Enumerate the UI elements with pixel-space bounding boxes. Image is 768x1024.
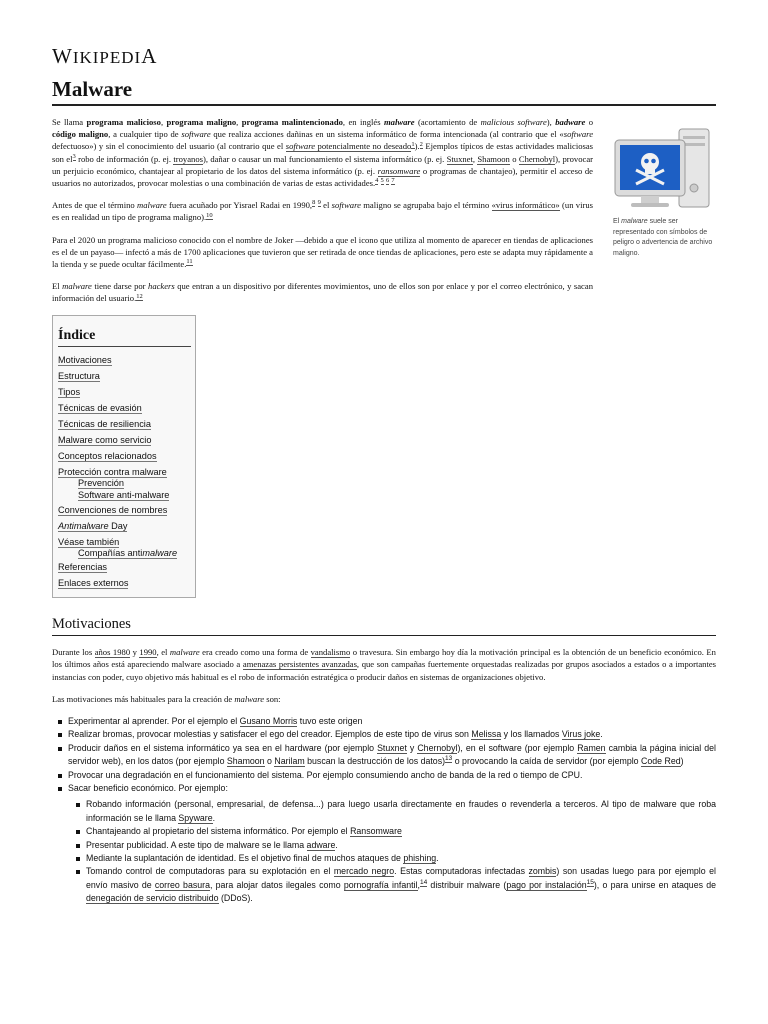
intro-paragraph-3: Para el 2020 un programa malicioso conocido con el nombre de Joker —debido a que el icono que utiliza al momento de aparecer en tiendas de aplicaciones es el de un payaso— infectó a más de 1700 aplicaciones que tuvieron que ser retirada de once tiendas de aplicaciones, pero este se adapta muy rápidamente a la tienda y se puede ocultar fácilmente.$^{11}$ — [52, 234, 593, 270]
sub-list-item: Presentar publicidad. A este tipo de malware se le llama adware. — [86, 839, 716, 852]
toc-item[interactable] — [58, 432, 191, 448]
toc-item[interactable] — [58, 448, 191, 464]
toc-item-label: Protección contra malware — [58, 466, 167, 477]
logo-final: A — [141, 44, 158, 68]
toc-item-label: Motivaciones — [58, 354, 112, 365]
toc-item-label: Enlaces externos — [58, 578, 129, 589]
page-title: Malware — [52, 77, 716, 106]
toc-list — [58, 352, 191, 592]
toc-heading: Índice — [58, 328, 191, 347]
toc-item[interactable] — [58, 400, 191, 416]
toc-item-label: Técnicas de evasión — [58, 402, 142, 413]
toc-item[interactable] — [58, 489, 191, 502]
caption-pre: El — [613, 218, 622, 225]
logo-middle: IKIPEDI — [72, 48, 142, 67]
motivations-list — [52, 715, 716, 906]
toc-item-label: Tipos — [58, 386, 81, 397]
toc-item-label: Véase también — [58, 536, 120, 547]
wikipedia-logo[interactable] — [52, 44, 716, 69]
toc-item[interactable] — [58, 416, 191, 432]
toc-item-label: Antimalware Day — [58, 520, 128, 531]
caption-em: malware — [621, 218, 648, 225]
section-paragraph-2: Las motivaciones más habituales para la creación de malware son: — [52, 693, 281, 704]
sub-list-item: Robando información (personal, empresarial, de defensa...) para luego usarla directamente en fraudes o revenderla a terceros. Al tipo de malware que roba información se le llama Spyware. — [86, 798, 716, 825]
list-item: Producir daños en el sistema informático ya sea en el hardware (por ejemplo Stuxnet y Chernobyl), en el software (por ejemplo Ramen cambia la página inicial del servidor web), en los datos (por ejemplo Shamoon o Narilam buscan la destrucción de los datos)$^{13}$ o provocando la caída de servidor (por ejemplo Code Red) — [68, 742, 716, 769]
toc-item[interactable] — [58, 352, 191, 368]
toc-item-label: Referencias — [58, 562, 108, 573]
toc-item[interactable] — [58, 368, 191, 384]
toc-item[interactable] — [58, 559, 191, 575]
toc-item-label: Software anti-malware — [78, 490, 170, 501]
sub-list — [68, 798, 716, 905]
intro-paragraph-1: Se llama programa malicioso, programa maligno, programa malintencionado, en inglés malware (acortamiento de malicious software), badware o código maligno, a cualquier tipo de software que realiza acciones dañinas en un sistema informático de forma intencionada (al contrario que el «software defectuoso») y sin el conocimiento del usuario (al contrario que el software potencialmente no deseado$^1$).$^2$ Ejemplos típicos de estas actividades maliciosas son $el^3$ robo de información (p. ej. troyanos), dañar o causar un mal funcionamiento el sistema informático (p. ej. Stuxnet, Shamoon o Chernobyl), provocar un perjuicio económico, chantajear al propietario de los datos del sistema informático (p. ej. ransomware o programas de chantajeo), permitir el acceso de usuarios no autorizados, provocar molestias o una combinación de varias de estas actividades.$^4$ $^5$ $^6$ $^7$ — [52, 117, 594, 189]
section-paragraph-1: Durante los años 1980 y 1990, el malware era creado como una forma de vandalismo o travesura. Sin embargo hoy día la motivación principal es la obtención de un beneficio económico. En los últimos años está apareciendo malware asociado a amenazas persistentes avanzadas, que son campañas fuertemente orquestadas realizadas por grupos asociados a estados o a importantes instancias con poder, cuyo objetivo más habitual es el robo de información estratégica o producir daños en sistemas de organizaciones objetivo. — [52, 647, 716, 682]
toc-item-label: Malware como servicio — [58, 434, 152, 445]
toc-item-label: Convenciones de nombres — [58, 504, 168, 515]
toc-item-label: Conceptos relacionados — [58, 450, 157, 461]
sub-list-item: Tomando control de computadoras para su explotación en el mercado negro. Estas computadoras infectadas zombis) son usadas luego para por ejemplo el envío masivo de correo basura, para alojar datos ilegales como pornografía infantil,$^{14}$ distribuir malware (pago por instalación$^{15}$), o para unirse en ataques de denegación de servicio distribuido (DDoS). — [86, 865, 716, 905]
infobox-figure — [613, 126, 716, 259]
toc-item[interactable] — [58, 547, 191, 560]
table-of-contents — [52, 315, 196, 599]
figure-caption — [613, 217, 716, 259]
list-item: Sacar beneficio económico. Por ejemplo: Robando información (personal, empresarial, de defensa...) para luego usarla directamente en fraudes o revenderla a terceros. Al tipo de malware que roba información se le llama Spyware. Chantajeando al propietario del sistema informático. Por ejemplo el Ransomware Presentar publicidad. A este tipo de malware se le llama adware. Mediante la suplantación de identidad. Es el objetivo final de muchos ataques de phishing. Tomando control de computadoras para su explotación en el mercado negro. Estas computadoras infectadas zombis) son usadas luego para por ejemplo el envío masivo de correo basura, para alojar datos ilegales como pornografía infantil,$^{14}$ distribuir malware (pago por instalación$^{15}$), o para unirse en ataques de denegación de servicio distribuido (DDoS). — [68, 782, 716, 906]
list-item: Experimentar al aprender. Por el ejemplo el Gusano Morris tuvo este origen — [68, 715, 716, 728]
malware-computer-image[interactable] — [613, 126, 716, 214]
toc-item-label: Estructura — [58, 370, 100, 381]
toc-item[interactable] — [58, 384, 191, 400]
toc-item[interactable] — [58, 518, 191, 534]
sub-list-item: Chantajeando al propietario del sistema informático. Por ejemplo el Ransomware — [86, 825, 716, 838]
article — [52, 44, 716, 906]
toc-item[interactable] — [58, 575, 191, 591]
toc-item-label: Compañías antimalware — [78, 547, 178, 558]
section-heading-motivaciones: Motivaciones — [52, 616, 716, 636]
sub-list-item: Mediante la suplantación de identidad. Es el objetivo final de muchos ataques de phishing. — [86, 852, 716, 865]
list-item: Realizar bromas, provocar molestias y satisfacer el ego del creador. Ejemplos de este tipo de virus son Melissa y los llamados Virus joke. — [68, 728, 716, 741]
caption-post: suele ser representado con símbolos de peligro o advertencia de archivo maligno. — [613, 218, 713, 257]
intro-paragraph-2: Antes de que el término malware fuera acuñado por Yisrael Radai en 1990,$^8$ $^9$ el software maligno se agrupaba bajo el término «virus informático» (un virus es en realidad un tipo de programa maligno).$^{10}$ — [52, 199, 593, 223]
logo-initial: W — [52, 44, 73, 68]
list-item: Provocar una degradación en el funcionamiento del sistema. Por ejemplo consumiendo ancho de banda de la red o tiempo de CPU. — [68, 769, 716, 782]
toc-item-label: Técnicas de resiliencia — [58, 418, 151, 429]
toc-item[interactable] — [58, 502, 191, 518]
intro-paragraph-4: El malware tiene darse por hackers que entran a un dispositivo por diferentes movimientos, uno de ellos son por enlace y por el correo electrónico, y sacan información del usuario.$^{12}$ — [52, 281, 593, 304]
toc-item-label: Prevención — [78, 477, 124, 488]
